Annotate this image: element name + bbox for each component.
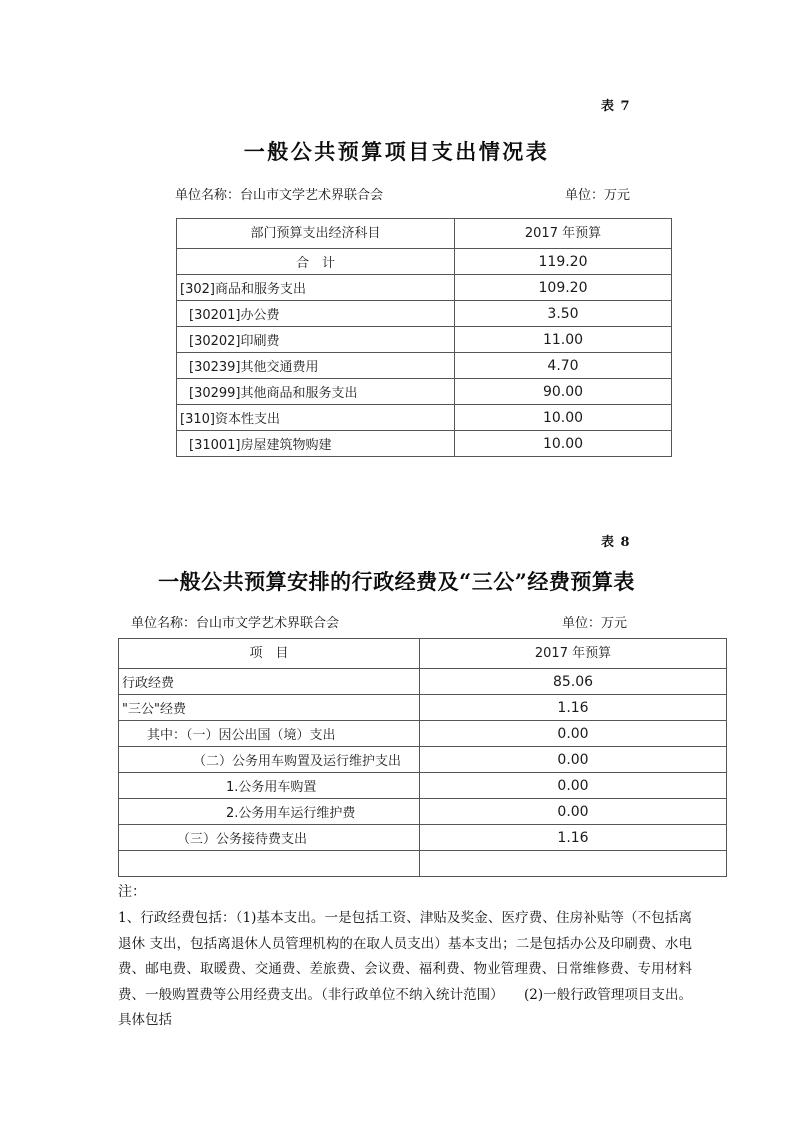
table-row (177, 353, 672, 379)
column-header-item: 项 目 (119, 639, 420, 669)
project-expenditure-table (176, 218, 672, 457)
table-row (119, 825, 727, 851)
item-cell: （三）公务接待费支出 (119, 825, 420, 851)
table-row (177, 275, 672, 301)
admin-three-public-expense-table (118, 638, 727, 877)
item-cell: [31001]房屋建筑物购建 (177, 431, 455, 457)
table-row (119, 721, 727, 747)
column-header-budget-2017: 2017 年预算 (455, 219, 672, 249)
item-cell: [302]商品和服务支出 (177, 275, 455, 301)
value-cell: 1.16 (420, 695, 727, 721)
table2-body (119, 669, 727, 877)
section1-title: 一般公共预算项目支出情况表 (243, 139, 550, 164)
section1-unit-name: 单位名称：台山市文学艺术界联合会 (175, 188, 384, 203)
section2-unit: 单位：万元 (562, 616, 628, 631)
table-row (177, 327, 672, 353)
table7-corner-label: 表 7 (601, 99, 631, 114)
value-cell: 0.00 (420, 773, 727, 799)
table-row (177, 249, 672, 275)
table-row (119, 799, 727, 825)
table-row (119, 747, 727, 773)
value-cell: 4.70 (455, 353, 672, 379)
value-cell: 11.00 (455, 327, 672, 353)
value-cell: 1.16 (420, 825, 727, 851)
column-header-subject: 部门预算支出经济科目 (177, 219, 455, 249)
value-cell: 109.20 (455, 275, 672, 301)
section2-title: 一般公共预算安排的行政经费及“三公”经费预算表 (158, 569, 635, 594)
item-cell: 1.公务用车购置 (119, 773, 420, 799)
table-row (119, 851, 727, 877)
table-header-row (177, 219, 672, 249)
value-cell: 10.00 (455, 405, 672, 431)
item-cell: 其中：（一）因公出国（境）支出 (119, 721, 420, 747)
item-cell (119, 851, 420, 877)
section2-unit-name: 单位名称：台山市文学艺术界联合会 (131, 616, 340, 631)
value-cell: 119.20 (455, 249, 672, 275)
value-cell: 3.50 (455, 301, 672, 327)
value-cell: 0.00 (420, 747, 727, 773)
note-label: 注： (118, 884, 146, 900)
value-cell (420, 851, 727, 877)
value-cell: 10.00 (455, 431, 672, 457)
value-cell: 90.00 (455, 379, 672, 405)
table-row (119, 695, 727, 721)
item-cell: [310]资本性支出 (177, 405, 455, 431)
item-cell: [30202]印刷费 (177, 327, 455, 353)
item-cell: 行政经费 (119, 669, 420, 695)
table-row (177, 405, 672, 431)
table-row (177, 379, 672, 405)
item-cell: "三公"经费 (119, 695, 420, 721)
item-cell: [30239]其他交通费用 (177, 353, 455, 379)
table-row (177, 301, 672, 327)
value-cell: 0.00 (420, 799, 727, 825)
table-row (119, 669, 727, 695)
item-cell: 2.公务用车运行维护费 (119, 799, 420, 825)
value-cell: 85.06 (420, 669, 727, 695)
note-paragraph: 1、行政经费包括：（1)基本支出。一是包括工资、津贴及奖金、医疗费、住房补贴等（不包括离退休 支出，包括离退休人员管理机构的在取人员支出）基本支出；二是包括办公及印刷费、水电费、邮电费、取暖费、交通费、差旅费、会议费、福利费、物业管理费、日常维修费、专用材料费、一般购置费等公用经费支出。（非行政单位不纳入统计范围） (2)一般行政管理项目支出。具体包括 (118, 910, 692, 1028)
table-header-row (119, 639, 727, 669)
item-cell: [30299]其他商品和服务支出 (177, 379, 455, 405)
item-cell: （二）公务用车购置及运行维护支出 (119, 747, 420, 773)
item-cell: [30201]办公费 (177, 301, 455, 327)
table8-corner-label: 表 8 (601, 535, 631, 550)
value-cell: 0.00 (420, 721, 727, 747)
table1-body (177, 249, 672, 457)
column-header-budget-2017: 2017 年预算 (420, 639, 727, 669)
table-row (119, 773, 727, 799)
section1-unit: 单位：万元 (565, 188, 631, 203)
table-row (177, 431, 672, 457)
item-cell: 合 计 (177, 249, 455, 275)
